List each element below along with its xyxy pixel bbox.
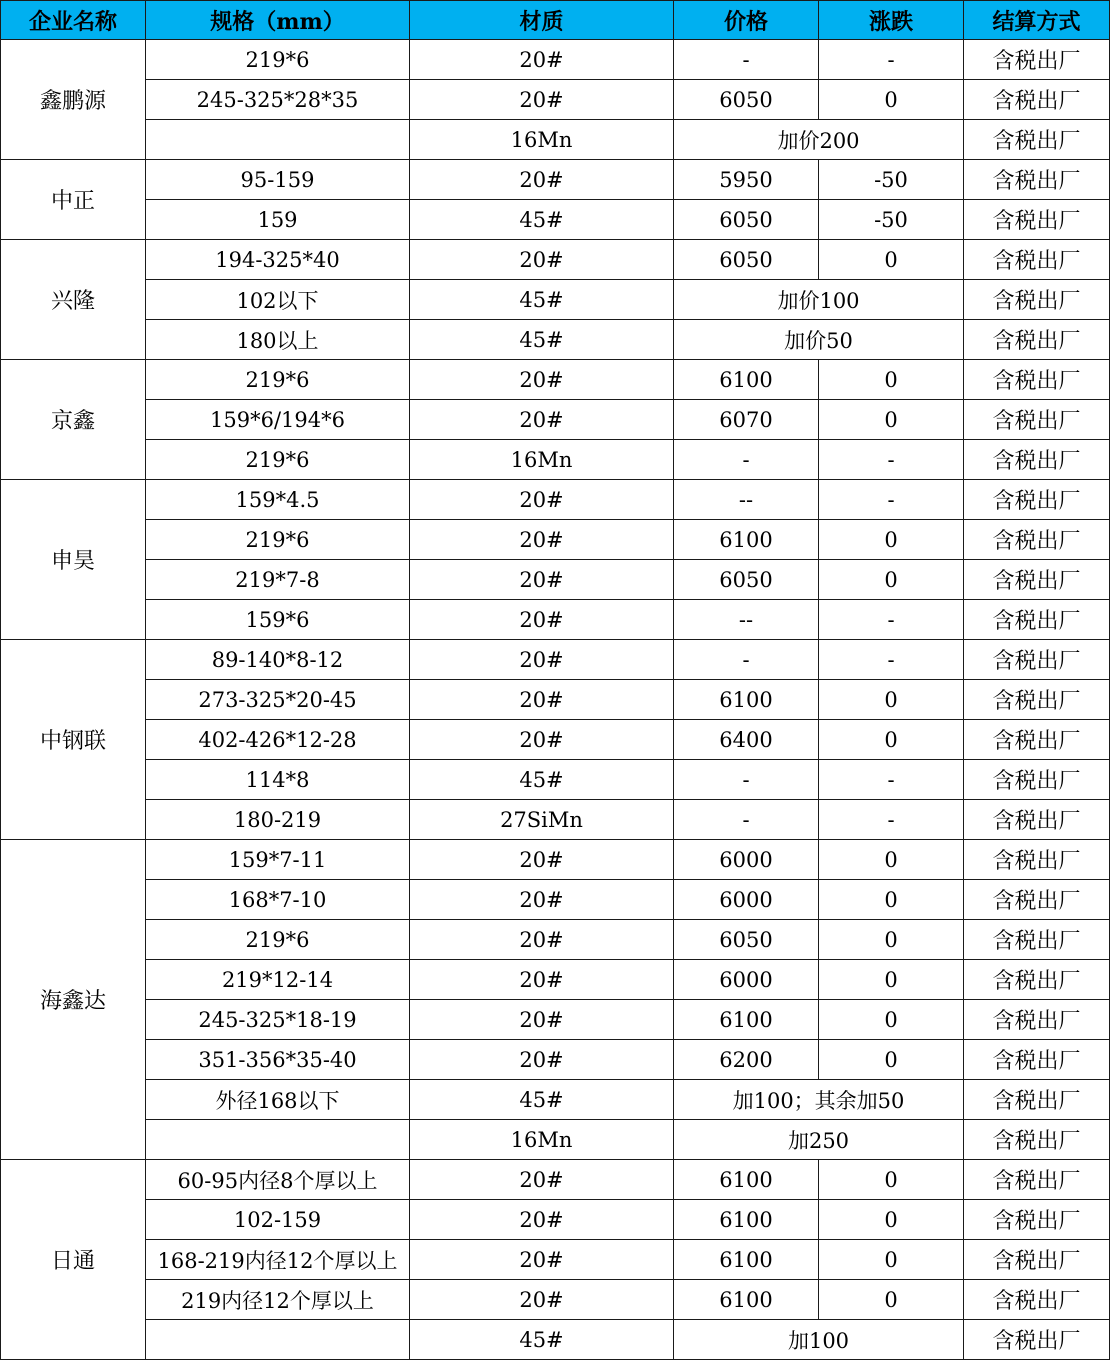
change-cell: 0 (819, 720, 964, 760)
price-cell: 6050 (674, 920, 819, 960)
table-row (1, 1240, 1110, 1280)
price-cell: 6100 (674, 1240, 819, 1280)
price-cell: 6100 (674, 680, 819, 720)
price-cell: -- (674, 480, 819, 520)
price-cell: 6100 (674, 360, 819, 400)
material-cell: 20# (410, 360, 674, 400)
spec-cell: 219*12-14 (146, 960, 410, 1000)
change-cell: 0 (819, 1160, 964, 1200)
spec-cell: 273-325*20-45 (146, 680, 410, 720)
spec-cell: 219内径12个厚以上 (146, 1280, 410, 1320)
settlement-cell: 含税出厂 (964, 560, 1110, 600)
material-cell: 20# (410, 1240, 674, 1280)
table-header (1, 1, 1110, 40)
company-cell: 中钢联 (1, 640, 146, 840)
material-cell: 20# (410, 1200, 674, 1240)
table-row (1, 680, 1110, 720)
material-cell: 16Mn (410, 120, 674, 160)
settlement-cell: 含税出厂 (964, 320, 1110, 360)
header-spec: 规格（mm） (146, 1, 410, 40)
settlement-cell: 含税出厂 (964, 520, 1110, 560)
price-cell: 6000 (674, 840, 819, 880)
settlement-cell: 含税出厂 (964, 960, 1110, 1000)
spec-cell: 219*6 (146, 40, 410, 80)
price-cell: 6050 (674, 200, 819, 240)
change-cell: - (819, 760, 964, 800)
table-row (1, 1120, 1110, 1160)
change-cell: 0 (819, 1280, 964, 1320)
change-cell: 0 (819, 1040, 964, 1080)
settlement-cell: 含税出厂 (964, 600, 1110, 640)
material-cell: 20# (410, 880, 674, 920)
change-cell: 0 (819, 400, 964, 440)
spec-cell: 245-325*18-19 (146, 1000, 410, 1040)
spec-cell: 89-140*8-12 (146, 640, 410, 680)
table-row (1, 40, 1110, 80)
spec-cell: 219*7-8 (146, 560, 410, 600)
material-cell: 20# (410, 80, 674, 120)
price-cell: 6100 (674, 1000, 819, 1040)
change-cell: -50 (819, 200, 964, 240)
spec-cell: 168*7-10 (146, 880, 410, 920)
header-material: 材质 (410, 1, 674, 40)
price-cell: 6200 (674, 1040, 819, 1080)
table-row (1, 640, 1110, 680)
table-row (1, 760, 1110, 800)
price-cell: - (674, 440, 819, 480)
spec-cell: 402-426*12-28 (146, 720, 410, 760)
table-row (1, 1320, 1110, 1360)
material-cell: 20# (410, 1040, 674, 1080)
table-row (1, 440, 1110, 480)
spec-cell: 194-325*40 (146, 240, 410, 280)
material-cell: 20# (410, 40, 674, 80)
price-cell: 6100 (674, 1200, 819, 1240)
header-settlement: 结算方式 (964, 1, 1110, 40)
settlement-cell: 含税出厂 (964, 1280, 1110, 1320)
spec-cell: 159 (146, 200, 410, 240)
table-row (1, 880, 1110, 920)
price-cell: - (674, 800, 819, 840)
change-cell: - (819, 480, 964, 520)
spec-cell: 180-219 (146, 800, 410, 840)
spec-cell (146, 1320, 410, 1360)
change-cell: - (819, 40, 964, 80)
spec-cell: 114*8 (146, 760, 410, 800)
change-cell: 0 (819, 1200, 964, 1240)
settlement-cell: 含税出厂 (964, 80, 1110, 120)
material-cell: 45# (410, 760, 674, 800)
spec-cell: 159*6/194*6 (146, 400, 410, 440)
material-cell: 20# (410, 960, 674, 1000)
company-cell: 海鑫达 (1, 840, 146, 1160)
settlement-cell: 含税出厂 (964, 1320, 1110, 1360)
company-cell: 京鑫 (1, 360, 146, 480)
material-cell: 20# (410, 160, 674, 200)
settlement-cell: 含税出厂 (964, 920, 1110, 960)
table-row (1, 960, 1110, 1000)
spec-cell: 159*7-11 (146, 840, 410, 880)
material-cell: 27SiMn (410, 800, 674, 840)
material-cell: 20# (410, 920, 674, 960)
table-row (1, 840, 1110, 880)
material-cell: 20# (410, 840, 674, 880)
table-row (1, 360, 1110, 400)
settlement-cell: 含税出厂 (964, 1240, 1110, 1280)
table-row (1, 600, 1110, 640)
material-cell: 20# (410, 720, 674, 760)
table-row (1, 160, 1110, 200)
material-cell: 45# (410, 1320, 674, 1360)
material-cell: 45# (410, 200, 674, 240)
company-cell: 日通 (1, 1160, 146, 1360)
material-cell: 20# (410, 640, 674, 680)
table-row (1, 80, 1110, 120)
price-cell: 6400 (674, 720, 819, 760)
settlement-cell: 含税出厂 (964, 800, 1110, 840)
table-row (1, 560, 1110, 600)
table-row (1, 1080, 1110, 1120)
spec-cell (146, 120, 410, 160)
table-row (1, 240, 1110, 280)
table-row (1, 200, 1110, 240)
settlement-cell: 含税出厂 (964, 640, 1110, 680)
table-row (1, 1000, 1110, 1040)
change-cell: 0 (819, 1000, 964, 1040)
price-cell: -- (674, 600, 819, 640)
price-cell: - (674, 760, 819, 800)
table-row (1, 720, 1110, 760)
settlement-cell: 含税出厂 (964, 240, 1110, 280)
change-cell: 0 (819, 840, 964, 880)
price-cell: 6050 (674, 80, 819, 120)
material-cell: 20# (410, 1280, 674, 1320)
settlement-cell: 含税出厂 (964, 280, 1110, 320)
company-cell: 鑫鹏源 (1, 40, 146, 160)
spec-cell: 102-159 (146, 1200, 410, 1240)
material-cell: 20# (410, 600, 674, 640)
change-cell: 0 (819, 520, 964, 560)
change-cell: 0 (819, 880, 964, 920)
material-cell: 20# (410, 680, 674, 720)
table-row (1, 1040, 1110, 1080)
spec-cell: 245-325*28*35 (146, 80, 410, 120)
material-cell: 16Mn (410, 1120, 674, 1160)
material-cell: 45# (410, 280, 674, 320)
material-cell: 20# (410, 240, 674, 280)
change-cell: - (819, 640, 964, 680)
price-cell: 5950 (674, 160, 819, 200)
table-row (1, 400, 1110, 440)
table-row (1, 1280, 1110, 1320)
settlement-cell: 含税出厂 (964, 720, 1110, 760)
price-cell: 6100 (674, 520, 819, 560)
settlement-cell: 含税出厂 (964, 1080, 1110, 1120)
price-note-cell: 加100 (674, 1320, 964, 1360)
settlement-cell: 含税出厂 (964, 120, 1110, 160)
table-row (1, 120, 1110, 160)
table-row (1, 920, 1110, 960)
header-change: 涨跌 (819, 1, 964, 40)
spec-cell: 95-159 (146, 160, 410, 200)
company-cell: 申昊 (1, 480, 146, 640)
price-note-cell: 加价100 (674, 280, 964, 320)
table-row (1, 800, 1110, 840)
table-body (1, 40, 1110, 1360)
material-cell: 20# (410, 400, 674, 440)
change-cell: 0 (819, 360, 964, 400)
price-cell: 6070 (674, 400, 819, 440)
change-cell: -50 (819, 160, 964, 200)
change-cell: 0 (819, 240, 964, 280)
change-cell: 0 (819, 1240, 964, 1280)
settlement-cell: 含税出厂 (964, 200, 1110, 240)
settlement-cell: 含税出厂 (964, 40, 1110, 80)
table-row (1, 320, 1110, 360)
table-row (1, 280, 1110, 320)
spec-cell: 219*6 (146, 360, 410, 400)
spec-cell: 351-356*35-40 (146, 1040, 410, 1080)
spec-cell: 219*6 (146, 920, 410, 960)
settlement-cell: 含税出厂 (964, 760, 1110, 800)
settlement-cell: 含税出厂 (964, 1000, 1110, 1040)
material-cell: 20# (410, 480, 674, 520)
price-note-cell: 加250 (674, 1120, 964, 1160)
change-cell: - (819, 600, 964, 640)
header-company: 企业名称 (1, 1, 146, 40)
price-cell: 6050 (674, 240, 819, 280)
spec-cell (146, 1120, 410, 1160)
header-row (1, 1, 1110, 40)
settlement-cell: 含税出厂 (964, 160, 1110, 200)
company-cell: 兴隆 (1, 240, 146, 360)
material-cell: 45# (410, 320, 674, 360)
settlement-cell: 含税出厂 (964, 400, 1110, 440)
settlement-cell: 含税出厂 (964, 1200, 1110, 1240)
spec-cell: 219*6 (146, 440, 410, 480)
spec-cell: 180以上 (146, 320, 410, 360)
price-cell: - (674, 640, 819, 680)
settlement-cell: 含税出厂 (964, 1120, 1110, 1160)
spec-cell: 外径168以下 (146, 1080, 410, 1120)
spec-cell: 102以下 (146, 280, 410, 320)
price-note-cell: 加100；其余加50 (674, 1080, 964, 1120)
material-cell: 20# (410, 560, 674, 600)
material-cell: 16Mn (410, 440, 674, 480)
settlement-cell: 含税出厂 (964, 1040, 1110, 1080)
price-cell: - (674, 40, 819, 80)
price-cell: 6000 (674, 960, 819, 1000)
table-row (1, 480, 1110, 520)
spec-cell: 159*6 (146, 600, 410, 640)
change-cell: - (819, 440, 964, 480)
spec-cell: 159*4.5 (146, 480, 410, 520)
price-note-cell: 加价50 (674, 320, 964, 360)
table-row (1, 520, 1110, 560)
price-cell: 6100 (674, 1160, 819, 1200)
spec-cell: 60-95内径8个厚以上 (146, 1160, 410, 1200)
settlement-cell: 含税出厂 (964, 1160, 1110, 1200)
settlement-cell: 含税出厂 (964, 480, 1110, 520)
price-cell: 6050 (674, 560, 819, 600)
change-cell: 0 (819, 920, 964, 960)
change-cell: 0 (819, 960, 964, 1000)
price-cell: 6100 (674, 1280, 819, 1320)
material-cell: 20# (410, 1160, 674, 1200)
settlement-cell: 含税出厂 (964, 440, 1110, 480)
change-cell: - (819, 800, 964, 840)
material-cell: 45# (410, 1080, 674, 1120)
settlement-cell: 含税出厂 (964, 680, 1110, 720)
spec-cell: 219*6 (146, 520, 410, 560)
settlement-cell: 含税出厂 (964, 840, 1110, 880)
material-cell: 20# (410, 520, 674, 560)
header-price: 价格 (674, 1, 819, 40)
price-cell: 6000 (674, 880, 819, 920)
settlement-cell: 含税出厂 (964, 360, 1110, 400)
company-cell: 中正 (1, 160, 146, 240)
change-cell: 0 (819, 680, 964, 720)
table-row (1, 1200, 1110, 1240)
material-cell: 20# (410, 1000, 674, 1040)
change-cell: 0 (819, 80, 964, 120)
price-note-cell: 加价200 (674, 120, 964, 160)
table-row (1, 1160, 1110, 1200)
settlement-cell: 含税出厂 (964, 880, 1110, 920)
change-cell: 0 (819, 560, 964, 600)
spec-cell: 168-219内径12个厚以上 (146, 1240, 410, 1280)
